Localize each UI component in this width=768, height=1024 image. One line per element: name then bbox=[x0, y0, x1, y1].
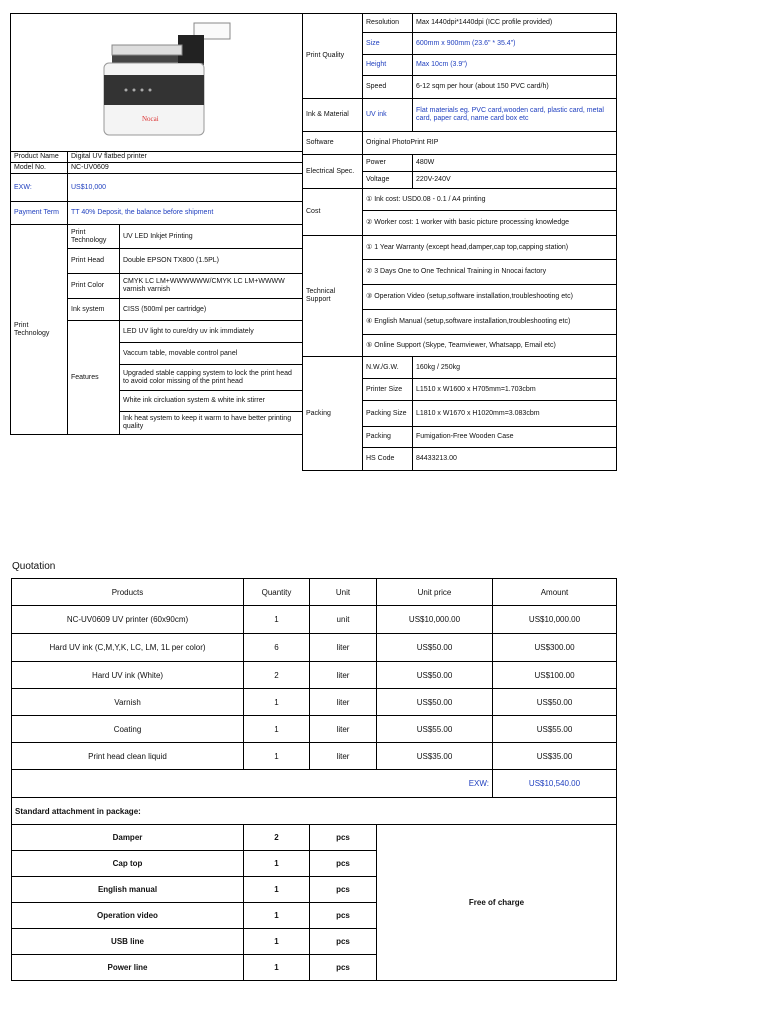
quality-row-label: Speed bbox=[363, 76, 413, 99]
support-item: ④ English Manual (setup,software installation,troubleshooting etc) bbox=[363, 310, 617, 335]
unit-price-cell: US$50.00 bbox=[377, 689, 493, 716]
spec-table-right bbox=[302, 13, 617, 471]
quotation-table bbox=[11, 578, 617, 981]
tech-row-value: Double EPSON TX800 (1.5PL) bbox=[120, 249, 303, 274]
header-quantity: Quantity bbox=[244, 579, 310, 606]
tech-row-label: Ink system bbox=[68, 299, 120, 321]
feature-item: LED UV light to cure/dry uv ink immdiately bbox=[120, 321, 303, 343]
attachment-qty: 1 bbox=[244, 903, 310, 929]
unit-cell: liter bbox=[310, 743, 377, 770]
software-value: Original PhotoPrint RIP bbox=[363, 132, 617, 155]
exw-label: EXW: bbox=[11, 174, 68, 202]
ink-material-value: Flat materials eg. PVC card,wooden card, plastic card, metal card, paper card, name card box etc bbox=[413, 99, 617, 132]
product-cell: Coating bbox=[12, 716, 244, 743]
attachment-unit: pcs bbox=[310, 955, 377, 981]
quality-row-label: Size bbox=[363, 33, 413, 55]
exw-total-label: EXW: bbox=[12, 770, 493, 798]
header-unit: Unit bbox=[310, 579, 377, 606]
table-row bbox=[12, 606, 617, 634]
exw-price: US$10,000 bbox=[68, 174, 303, 202]
unit-cell: liter bbox=[310, 689, 377, 716]
product-cell: Varnish bbox=[12, 689, 244, 716]
payment-label: Payment Term bbox=[11, 202, 68, 225]
packing-row-label: Packing bbox=[363, 427, 413, 448]
unit-price-cell: US$10,000.00 bbox=[377, 606, 493, 634]
attachment-unit: pcs bbox=[310, 903, 377, 929]
print-technology-label: Print Technology bbox=[11, 225, 68, 435]
tech-row-value: CISS (500ml per cartridge) bbox=[120, 299, 303, 321]
unit-cell: liter bbox=[310, 716, 377, 743]
electrical-row-label: Power bbox=[363, 155, 413, 172]
quality-row-label: Height bbox=[363, 55, 413, 76]
feature-item: Ink heat system to keep it warm to have better printing quality bbox=[120, 412, 303, 435]
attachment-unit: pcs bbox=[310, 929, 377, 955]
quality-row-label: Resolution bbox=[363, 14, 413, 33]
electrical-label: Electrical Spec. bbox=[303, 155, 363, 189]
product-cell: NC-UV0609 UV printer (60x90cm) bbox=[12, 606, 244, 634]
table-row bbox=[12, 634, 617, 662]
packing-row-value: 84433213.00 bbox=[413, 448, 617, 471]
model-label: Model No. bbox=[11, 163, 68, 174]
attachment-name: Cap top bbox=[12, 851, 244, 877]
packing-row-value: 160kg / 250kg bbox=[413, 357, 617, 379]
quantity-cell: 2 bbox=[244, 662, 310, 689]
amount-cell: US$35.00 bbox=[493, 743, 617, 770]
feature-item: Upgraded stable capping system to lock the print head to avoid color missing of the print head bbox=[120, 365, 303, 391]
quantity-cell: 6 bbox=[244, 634, 310, 662]
packing-row-label: N.W./G.W. bbox=[363, 357, 413, 379]
tech-row-label: Print Color bbox=[68, 274, 120, 299]
attachment-unit: pcs bbox=[310, 851, 377, 877]
printer-image-cell bbox=[11, 14, 303, 152]
amount-cell: US$55.00 bbox=[493, 716, 617, 743]
payment-value: TT 40% Deposit, the balance before shipment bbox=[68, 202, 303, 225]
amount-cell: US$300.00 bbox=[493, 634, 617, 662]
unit-price-cell: US$50.00 bbox=[377, 662, 493, 689]
exw-total-value: US$10,540.00 bbox=[493, 770, 617, 798]
tech-row-value: CMYK LC LM+WWWWWW/CMYK LC LM+WWWW varnish varnish bbox=[120, 274, 303, 299]
features-label: Features bbox=[68, 321, 120, 435]
quotation-title: Quotation bbox=[12, 561, 56, 572]
table-row bbox=[12, 716, 617, 743]
printer-image bbox=[82, 17, 232, 145]
support-item: ② 3 Days One to One Technical Training in Nnocai factory bbox=[363, 260, 617, 285]
electrical-row-value: 220V-240V bbox=[413, 172, 617, 189]
ink-sub-label: UV ink bbox=[363, 99, 413, 132]
product-name-label: Product Name bbox=[11, 152, 68, 163]
software-label: Software bbox=[303, 132, 363, 155]
header-amount: Amount bbox=[493, 579, 617, 606]
quantity-cell: 1 bbox=[244, 743, 310, 770]
product-name-value: Digital UV flatbed printer bbox=[68, 152, 303, 163]
attachment-name: Operation video bbox=[12, 903, 244, 929]
attachment-name: Power line bbox=[12, 955, 244, 981]
printer-logo-text: Nocai bbox=[141, 115, 159, 123]
feature-item: Vaccum table, movable control panel bbox=[120, 343, 303, 365]
cost-label: Cost bbox=[303, 189, 363, 236]
electrical-row-label: Voltage bbox=[363, 172, 413, 189]
feature-item: White ink circluation system & white ink stirrer bbox=[120, 391, 303, 412]
product-cell: Print head clean liquid bbox=[12, 743, 244, 770]
unit-cell: liter bbox=[310, 662, 377, 689]
attachment-qty: 2 bbox=[244, 825, 310, 851]
print-quality-label: Print Quality bbox=[303, 14, 363, 99]
amount-cell: US$10,000.00 bbox=[493, 606, 617, 634]
attachment-qty: 1 bbox=[244, 955, 310, 981]
quality-row-value: Max 1440dpi*1440dpi (ICC profile provided) bbox=[413, 14, 617, 33]
free-of-charge: Free of charge bbox=[377, 825, 617, 981]
packing-row-value: L1810 x W1670 x H1020mm=3.083cbm bbox=[413, 401, 617, 427]
quantity-cell: 1 bbox=[244, 716, 310, 743]
attachment-qty: 1 bbox=[244, 929, 310, 955]
attachment-name: USB line bbox=[12, 929, 244, 955]
quality-row-value: 600mm x 900mm (23.6" * 35.4") bbox=[413, 33, 617, 55]
attachment-unit: pcs bbox=[310, 825, 377, 851]
header-unit-price: Unit price bbox=[377, 579, 493, 606]
table-row bbox=[12, 689, 617, 716]
tech-row-label: Print Head bbox=[68, 249, 120, 274]
support-item: ⑤ Online Support (Skype, Teamviewer, Whatsapp, Email etc) bbox=[363, 335, 617, 357]
attachment-title: Standard attachment in package: bbox=[12, 798, 617, 825]
attachment-name: Damper bbox=[12, 825, 244, 851]
packing-label: Packing bbox=[303, 357, 363, 471]
packing-row-value: Fumigation-Free Wooden Case bbox=[413, 427, 617, 448]
attachment-qty: 1 bbox=[244, 877, 310, 903]
model-value: NC-UV0609 bbox=[68, 163, 303, 174]
unit-cell: unit bbox=[310, 606, 377, 634]
table-row bbox=[12, 743, 617, 770]
amount-cell: US$100.00 bbox=[493, 662, 617, 689]
attachment-qty: 1 bbox=[244, 851, 310, 877]
tech-row-value: UV LED Inkjet Printing bbox=[120, 225, 303, 249]
attachment-unit: pcs bbox=[310, 877, 377, 903]
header-products: Products bbox=[12, 579, 244, 606]
unit-price-cell: US$55.00 bbox=[377, 716, 493, 743]
quantity-cell: 1 bbox=[244, 689, 310, 716]
electrical-row-value: 480W bbox=[413, 155, 617, 172]
packing-row-value: L1510 x W1600 x H705mm=1.703cbm bbox=[413, 379, 617, 401]
unit-cell: liter bbox=[310, 634, 377, 662]
table-row bbox=[12, 825, 617, 851]
quality-row-value: Max 10cm (3.9") bbox=[413, 55, 617, 76]
tech-row-label: Print Technology bbox=[68, 225, 120, 249]
cost-item: ① Ink cost: USD0.08 - 0.1 / A4 printing bbox=[363, 189, 617, 211]
unit-price-cell: US$50.00 bbox=[377, 634, 493, 662]
support-label: Technical Support bbox=[303, 236, 363, 357]
quantity-cell: 1 bbox=[244, 606, 310, 634]
spec-table-left bbox=[10, 13, 303, 435]
packing-row-label: Printer Size bbox=[363, 379, 413, 401]
amount-cell: US$50.00 bbox=[493, 689, 617, 716]
ink-material-label: Ink & Material bbox=[303, 99, 363, 132]
unit-price-cell: US$35.00 bbox=[377, 743, 493, 770]
cost-item: ② Worker cost: 1 worker with basic picture processing knowledge bbox=[363, 211, 617, 236]
table-row bbox=[12, 662, 617, 689]
product-cell: Hard UV ink (C,M,Y,K, LC, LM, 1L per color) bbox=[12, 634, 244, 662]
quality-row-value: 6-12 sqm per hour (about 150 PVC card/h) bbox=[413, 76, 617, 99]
support-item: ③ Operation Video (setup,software installation,troubleshooting etc) bbox=[363, 285, 617, 310]
attachment-name: English manual bbox=[12, 877, 244, 903]
packing-row-label: Packing Size bbox=[363, 401, 413, 427]
support-item: ① 1 Year Warranty (except head,damper,cap top,capping station) bbox=[363, 236, 617, 260]
packing-row-label: HS Code bbox=[363, 448, 413, 471]
product-cell: Hard UV ink (White) bbox=[12, 662, 244, 689]
